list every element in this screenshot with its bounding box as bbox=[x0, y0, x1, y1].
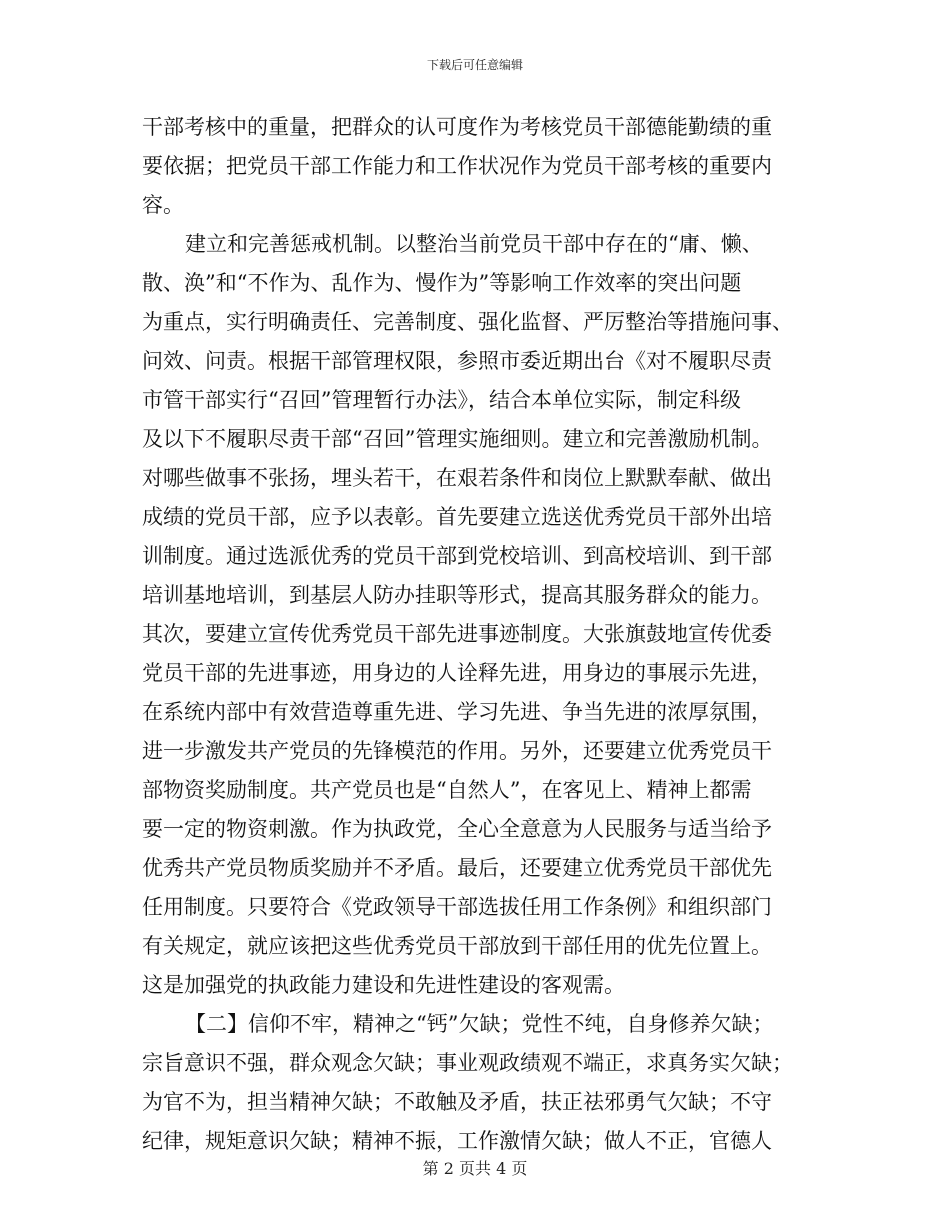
text-line: 建立和完善惩戒机制。以整治当前党员干部中存在的“庸、懒、 bbox=[185, 232, 763, 256]
text-line: 成绩的党员干部，应予以表彰。首先要建立选送优秀党员干部外出培 bbox=[142, 505, 772, 529]
text-line: 训制度。通过选派优秀的党员干部到党校培训、到高校培训、到干部 bbox=[142, 544, 772, 568]
text-line: 进一步激发共产党员的先锋模范的作用。另外，还要建立优秀党员干 bbox=[142, 739, 772, 763]
text-line: 干部考核中的重量，把群众的认可度作为考核党员干部德能勤绩的重 bbox=[142, 115, 772, 139]
page-footer: 第 2 页共 4 页 bbox=[422, 1159, 528, 1178]
text-line: 要依据；把党员干部工作能力和工作状况作为党员干部考核的重要内 bbox=[142, 154, 772, 178]
text-line: 【二】信仰不牢，精神之“钙”欠缺；党性不纯，自身修养欠缺； bbox=[185, 1012, 774, 1036]
header-note: 下载后可任意编辑 bbox=[426, 58, 523, 72]
text-line: 其次，要建立宣传优秀党员干部先进事迹制度。大张旗鼓地宣传优委 bbox=[142, 622, 772, 646]
text-line: 宗旨意识不强，群众观念欠缺；事业观政绩观不端正，求真务实欠缺； bbox=[142, 1051, 793, 1075]
text-line: 要一定的物资刺激。作为执政党，全心全意意为人民服务与适当给予 bbox=[142, 817, 772, 841]
text-line: 培训基地培训，到基层人防办挂职等形式，提高其服务群众的能力。 bbox=[142, 583, 772, 607]
text-line: 纪律，规矩意识欠缺；精神不振，工作激情欠缺；做人不正，官德人 bbox=[142, 1129, 772, 1153]
text-line: 市管干部实行“召回”管理暂行办法》，结合本单位实际，制定科级 bbox=[142, 388, 741, 412]
text-line: 散、涣”和“不作为、乱作为、慢作为”等影响工作效率的突出问题 bbox=[142, 271, 742, 295]
text-line: 党员干部的先进事迹，用身边的人诠释先进，用身边的事展示先进， bbox=[142, 661, 772, 685]
text-line: 容。 bbox=[142, 193, 184, 217]
text-line: 在系统内部中有效营造尊重先进、学习先进、争当先进的浓厚氛围， bbox=[142, 700, 772, 724]
text-line: 为重点，实行明确责任、完善制度、强化监督、严厉整治等措施问事、 bbox=[142, 310, 793, 334]
text-line: 这是加强党的执政能力建设和先进性建设的客观需。 bbox=[142, 973, 625, 997]
text-line: 有关规定，就应该把这些优秀党员干部放到干部任用的优先位置上。 bbox=[142, 934, 772, 958]
document-body bbox=[142, 108, 808, 1161]
text-line: 问效、问责。根据干部管理权限，参照市委近期出台《对不履职尽责 bbox=[142, 349, 772, 373]
text-line: 优秀共产党员物质奖励并不矛盾。最后，还要建立优秀党员干部优先 bbox=[142, 856, 772, 880]
text-line: 部物资奖励制度。共产党员也是“自然人”，在客见上、精神上都需 bbox=[142, 778, 752, 802]
text-line: 对哪些做事不张扬，埋头若干，在艰若条件和岗位上默默奉献、做出 bbox=[142, 466, 772, 490]
text-line: 任用制度。只要符合《党政领导干部选拔任用工作条例》和组织部门 bbox=[142, 895, 772, 919]
text-line: 及以下不履职尽责干部“召回”管理实施细则。建立和完善激励机制。 bbox=[142, 427, 773, 451]
text-line: 为官不为，担当精神欠缺；不敢触及矛盾，扶正祛邪勇气欠缺；不守 bbox=[142, 1090, 772, 1114]
